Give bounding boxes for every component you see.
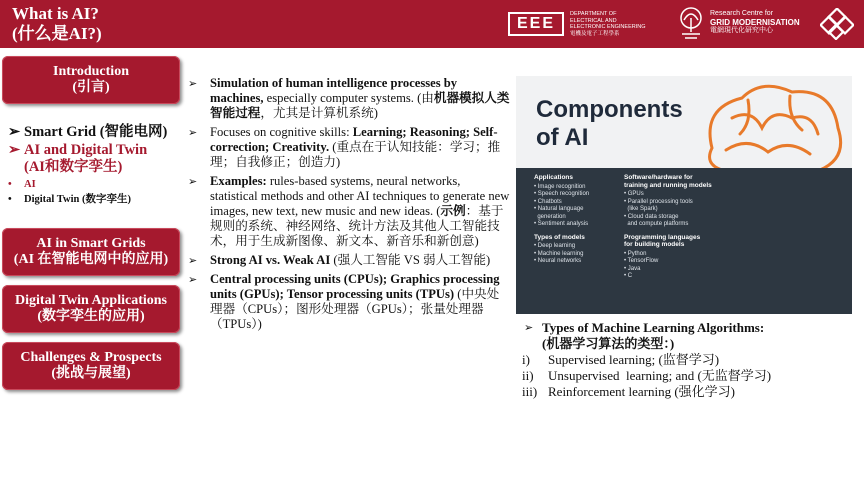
eee-line4: 電機及電子工程學系 xyxy=(570,30,620,37)
nav-introduction-button[interactable] xyxy=(2,56,180,104)
nav-digital-twin-label: Digital Twin Applications xyxy=(15,293,167,308)
ml-algorithms-list xyxy=(524,320,858,400)
image-hardware-column: Software/hardware for training and running models • GPUs • Parallel processing tools (like Spark) • Cloud data storage and compute platforms Programming languages for building models • Python • TensorFlow • Java • C xyxy=(624,174,712,279)
rc-line3: 電網現代化研究中心 xyxy=(710,27,773,35)
nav-digital-twin-button[interactable] xyxy=(2,285,180,333)
eee-line1: DEPARTMENT OF xyxy=(570,11,617,17)
nav-challenges-label-cn: (挑战与展望) xyxy=(51,366,131,381)
nav-ai-smart-grids-label-cn: (AI 在智能电网中的应用) xyxy=(13,252,169,267)
ml-algorithms-heading-cn: (机器学习算法的类型：) xyxy=(542,336,675,351)
arrow-bullet-icon: ➢ xyxy=(188,254,198,267)
introduction-subnav xyxy=(8,124,188,206)
subnav-bullet-ai[interactable]: • AI xyxy=(8,179,36,190)
eee-line2: ELECTRICAL AND xyxy=(570,17,617,24)
research-centre-logo xyxy=(678,6,828,40)
subnav-smart-grid[interactable]: ➢ Smart Grid (智能电网) xyxy=(8,124,168,140)
list-item: ii) Unsupervised learning; and (无监督学习) xyxy=(522,368,772,383)
eee-department-logo xyxy=(508,10,670,38)
list-item: ➢ Examples: rules-based systems, neural networks, statistical methods and other AI techniques to generate new images, new text, new music and new ideas. (示例：基于规则的系统、神经网络、统计方法及其他人工智能技术，用于生成新图像、新文本、新音乐和新创意) xyxy=(188,174,510,248)
image-applications-column: Applications • Image recognition • Speech recognition • Chatbots • Natural language generation • Sentiment analysis Types of models • Deep learning • Machine learning • Neural networks xyxy=(534,174,590,264)
polyu-logo-icon xyxy=(820,8,854,40)
slide-title-en: What is AI? xyxy=(12,4,99,23)
nav-ai-smart-grids-button[interactable] xyxy=(2,228,180,276)
components-of-ai-image xyxy=(516,76,852,314)
rc-line2: GRID MODERNISATION xyxy=(710,17,800,27)
eee-logo-mark: EEE xyxy=(508,12,564,36)
nav-digital-twin-label-cn: (数字孪生的应用) xyxy=(37,309,145,324)
arrow-bullet-icon: ➢ xyxy=(524,321,534,334)
arrow-bullet-icon: ➢ xyxy=(188,126,198,139)
nav-introduction-label: Introduction xyxy=(53,64,129,79)
subnav-bullet-digital-twin[interactable]: • Digital Twin (数字孪生) xyxy=(8,194,131,205)
eee-logo-text xyxy=(570,11,670,37)
ai-definition-list xyxy=(188,76,510,336)
image-title: Components of AI xyxy=(536,96,683,151)
eee-line3: ELECTRONIC ENGINEERING xyxy=(570,24,646,30)
nav-challenges-button[interactable] xyxy=(2,342,180,390)
list-item: iii) Reinforcement learning (强化学习) xyxy=(522,384,735,399)
subnav-ai-digital-twin[interactable]: ➢ AI and Digital Twin (AI和数字孪生) xyxy=(8,142,148,175)
slide-title xyxy=(12,4,102,44)
nav-ai-smart-grids-label: AI in Smart Grids xyxy=(36,236,146,251)
research-centre-text xyxy=(710,10,828,36)
list-item: ➢ Focuses on cognitive skills: Learning; Reasoning; Self-correction; Creativity. (重点在于认知技能：学习；推理；自我修正；创造力) xyxy=(188,125,501,169)
nav-introduction-label-cn: (引言) xyxy=(72,80,110,95)
arrow-bullet-icon: ➢ xyxy=(188,175,198,188)
rc-line1: Research Centre for xyxy=(710,10,774,18)
list-item: i) Supervised learning; (监督学习) xyxy=(522,352,720,367)
research-centre-emblem-icon xyxy=(678,6,704,40)
list-item: ➢ Simulation of human intelligence processes by machines, especially computer systems. (由机器模拟人类智能过程，尤其是计算机系统) xyxy=(188,76,510,120)
nav-challenges-label: Challenges & Prospects xyxy=(20,350,162,365)
ml-algorithms-heading: ➢ Types of Machine Learning Algorithms: xyxy=(524,320,765,335)
arrow-bullet-icon: ➢ xyxy=(188,77,198,90)
list-item: ➢ Central processing units (CPUs); Graphics processing units (GPUs); Tensor processing units (TPUs) (中央处理器（CPUs）；图形处理器（GPUs）；张量处理器（TPUs）) xyxy=(188,272,500,331)
arrow-bullet-icon: ➢ xyxy=(188,273,198,286)
slide-title-cn: (什么是AI?) xyxy=(12,24,102,43)
list-item: ➢ Strong AI vs. Weak AI (强人工智能 VS 弱人工智能) xyxy=(188,253,491,267)
header-bar xyxy=(0,0,864,48)
